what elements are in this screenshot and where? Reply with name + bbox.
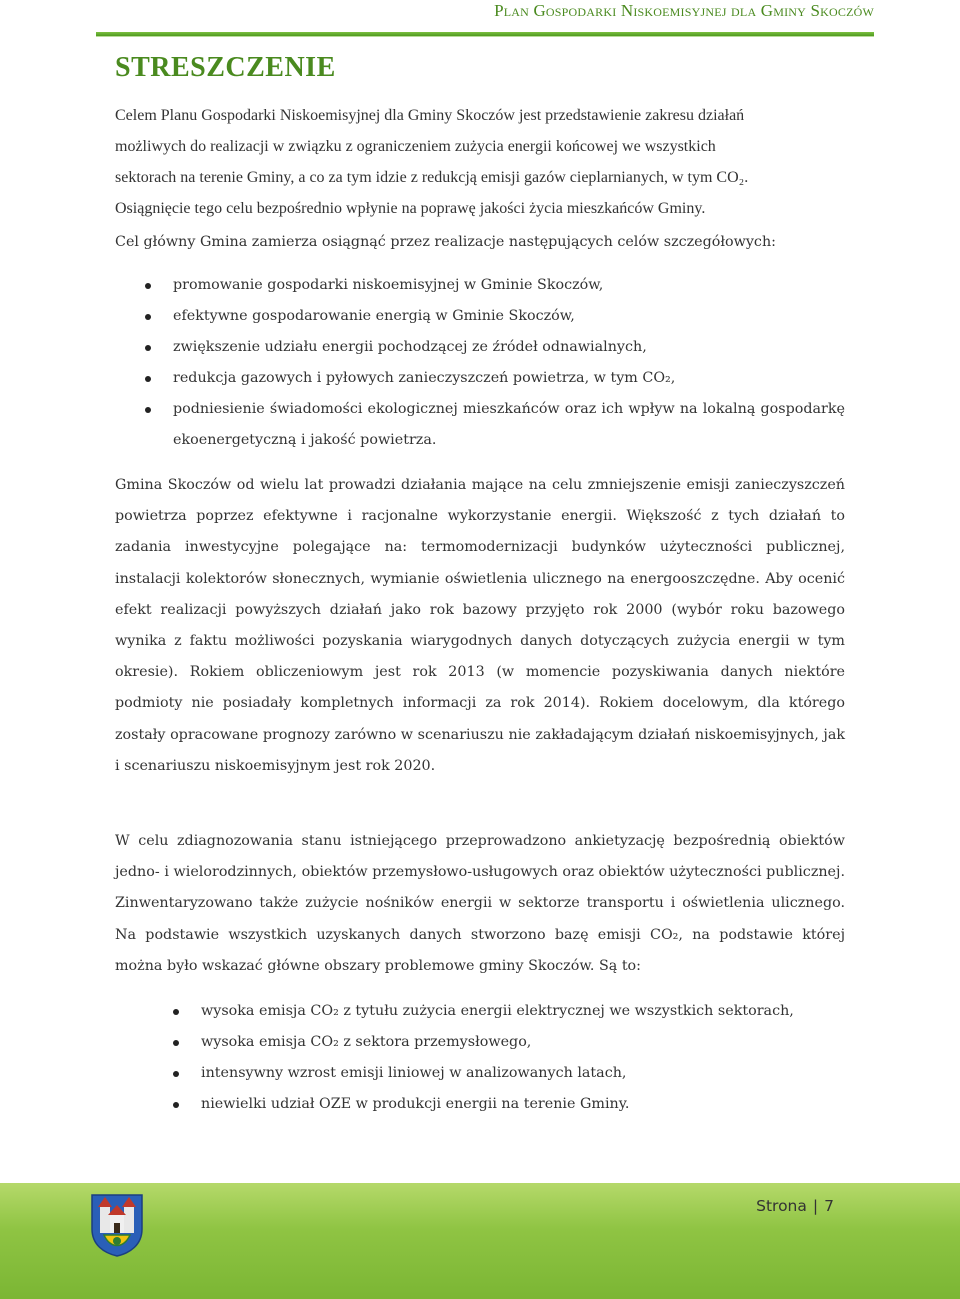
list-item: efektywne gospodarowanie energią w Gminie Skoczów, [115,301,845,332]
intro-line: sektorach na terenie Gminy, a co za tym idzie z redukcją emisji gazów cieplarnianych, w tym CO₂. [115,169,749,186]
list-item: zwiększenie udziału energii pochodzącej ze źródeł odnawialnych, [115,332,845,363]
page-footer [0,1183,960,1299]
list-item: wysoka emisja CO₂ z tytułu zużycia energii elektrycznej we wszystkich sektorach, [143,996,845,1027]
intro-paragraph [115,100,845,224]
intro-line: Osiągnięcie tego celu bezpośrednio wpłynie na poprawę jakości życia mieszkańców Gminy. [115,200,706,217]
list-item: niewielki udział OZE w produkcji energii na terenie Gminy. [143,1089,845,1120]
goals-list [115,270,845,456]
page-number-value: 7 [824,1197,834,1215]
list-item: redukcja gazowych i pyłowych zanieczyszczeń powietrza, w tym CO₂, [115,363,845,394]
intro-line: możliwych do realizacji w związku z ograniczeniem zużycia energii końcowej we wszystkich [115,138,716,155]
page-number [756,1197,834,1215]
problems-list [143,996,845,1120]
actions-paragraph: Gmina Skoczów od wielu lat prowadzi działania mające na celu zmniejszenie emisji zanieczyszczeń powietrza poprzez efektywne i racjonalne wykorzystanie energii. Większość z tych działań to zadania inwestycyjne polegające na: termomodernizacji budynków użyteczności publicznej, instalacji kolektorów słonecznych, wymianie oświetlenia ulicznego na energooszczędne. Aby ocenić efekt realizacji powyższych działań jako rok bazowy przyjęto rok 2000 (wybór roku bazowego wynika z faktu możliwości pozyskania wiarygodnych danych dotyczących zużycia energii w tym okresie). Rokiem obliczeniowym jest rok 2013 (w momencie pozyskiwania danych niektóre podmioty nie posiadały kompletnych informacji za rok 2014). Rokiem docelowym, dla którego zostały opracowane prognozy zarówno w scenariuszu nie zakładającym działań niskoemisyjnych, jak i scenariuszu niskoemisyjnym jest rok 2020. [115,477,845,774]
page-label: Strona [756,1197,807,1215]
list-item: intensywny wzrost emisji liniowej w analizowanych latach, [143,1058,845,1089]
section-heading: STRESZCZENIE [115,52,336,83]
header-rule [96,32,874,36]
list-item: promowanie gospodarki niskoemisyjnej w Gminie Skoczów, [115,270,845,301]
intro-line: Celem Planu Gospodarki Niskoemisyjnej dla Gminy Skoczów jest przedstawienie zakresu działań [115,107,745,124]
goals-intro-paragraph: Cel główny Gmina zamierza osiągnąć przez realizacje następujących celów szczegółowych: [115,234,776,250]
list-item: wysoka emisja CO₂ z sektora przemysłowego, [143,1027,845,1058]
diagnosis-paragraph: W celu zdiagnozowania stanu istniejącego przeprowadzono ankietyzację bezpośrednią obiektów jedno- i wielorodzinnych, obiektów przemysłowo-usługowych oraz obiektów użyteczności publicznej. Zinwentaryzowano także zużycie nośników energii w sektorze transportu i oświetlenia ulicznego. Na podstawie wszystkich uzyskanych danych stworzono bazę emisji CO₂, na podstawie której można było wskazać główne obszary problemowe gminy Skoczów. Są to: [115,833,845,974]
list-item: podniesienie świadomości ekologicznej mieszkańców oraz ich wpływ na lokalną gospodarkę ekoenergetyczną i jakość powietrza. [115,394,845,456]
running-header-title: Plan Gospodarki Niskoemisyjnej dla Gminy Skoczów [494,1,874,20]
coat-of-arms-icon [90,1193,144,1257]
page-separator: | [812,1197,819,1215]
